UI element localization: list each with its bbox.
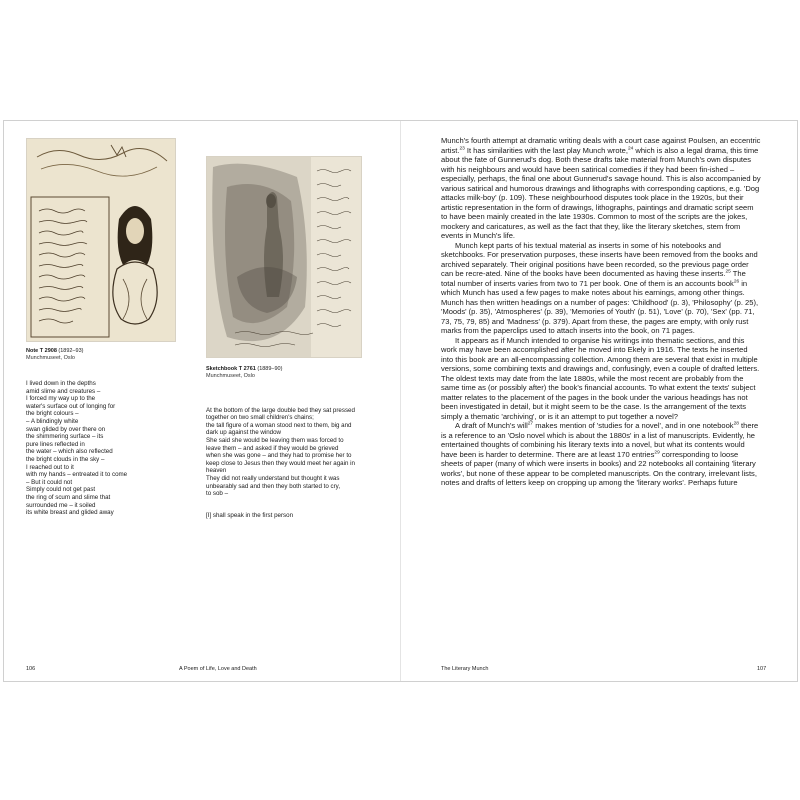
footnote-marker: 24 <box>627 145 634 151</box>
poem-line: the tall figure of a woman stood next to them, big and <box>206 421 352 429</box>
poem-line: its white breast and glided away <box>26 509 114 517</box>
poem-swan <box>26 380 191 517</box>
poem-first-person-line: [I] shall speak in the first person <box>206 512 294 520</box>
body-paragraph <box>441 336 761 422</box>
paragraph-text: It appears as if Munch intended to organise his writings into thematic sections, and this work may have been accomplished after he moved into Ekely in 1916. The texts he inserted into this book are an all-encompassing collection. Among them are several that exist in multiple versions, some combining texts and drawings and, confusingly, even a couple of drafted letters. The oldest texts may date from the late 1880s, while the most recent are probably from the same time as (or possibly after) the book's financial accounts. To what extent the texts' subject matter relates to the placement of the pages in the book under the various headings has not been investigated in detail, but it might seem to be the case. Is the arrangement of the texts simply a thematic 'archiving', or is it an attempt to put together a novel? <box>441 335 760 421</box>
poem-line: when she was gone – and they had to promise her to <box>206 452 352 460</box>
poem-line: I reached out to it <box>26 463 74 471</box>
poem-line: dark up against the window <box>206 429 281 437</box>
poem-line: – But it could not <box>26 478 73 486</box>
sketch-note-image <box>26 138 176 342</box>
paragraph-text: Munch's fourth attempt at dramatic writing deals with a court case against Poulsen, an eccentric artist. <box>441 136 761 155</box>
body-paragraph <box>441 241 761 336</box>
poem-line: keep close to Jesus then they would meet her again in <box>206 459 355 467</box>
paragraph-text: The total number of inserts varies from two to 71 per book. One of them is an accounts book <box>441 269 746 288</box>
book-spread <box>3 120 798 682</box>
poem-line: water's surface out of longing for <box>26 402 116 410</box>
poem-line: – A blindingly white <box>26 417 79 425</box>
right-page <box>401 121 797 681</box>
poem-line: leave them – and asked if they would be grieved <box>206 444 339 452</box>
poem-line: They did not really understand but thought it was <box>206 474 340 482</box>
poem-double-bed-lines <box>206 407 371 498</box>
footnote-marker: 29 <box>654 449 660 455</box>
essay-body <box>441 136 761 488</box>
paragraph-text: It has similarities with the last play Munch wrote, <box>464 145 628 155</box>
poem-line: the ring of scum and slime that <box>26 493 111 501</box>
caption-years: (1889–90) <box>257 366 283 372</box>
poem-line: She said she would be leaving them was forced to <box>206 436 344 444</box>
poem-line: swan glided by over there on <box>26 425 106 433</box>
paragraph-text: makes mention of 'studies for a novel', and in one notebook <box>533 421 734 430</box>
poem-line: amid slime and creatures – <box>26 387 101 395</box>
body-paragraph <box>441 421 761 488</box>
running-head-right: The Literary Munch <box>441 666 489 672</box>
body-paragraph <box>441 136 761 241</box>
page-number-left: 106 <box>26 666 36 672</box>
paragraph-text: corresponding to loose sheets of paper (many of which were inserts in books) and 22 notebooks all containing 'literary works', but none of these appear to be completed manuscripts. On the contrary, irrelevant lists, notes and drafts of letters keep on cropping up among the 'literary works'. Perhaps future <box>441 449 757 487</box>
footnote-marker: 27 <box>527 421 534 427</box>
caption-years: (1892–93) <box>58 348 84 354</box>
caption-title: Note T 2908 <box>26 348 57 354</box>
paragraph-text: Munch kept parts of his textual material as inserts in some of his notebooks and sketchbooks. For preservation purposes, these inserts have been removed from the books and archived separately. Their original positions have been recorded, so the previous page order can be recre-ated. Nine of the books have been documented as having these inserts. <box>441 240 758 278</box>
poem-line: the bright clouds in the sky – <box>26 455 105 463</box>
paragraph-text: there is a reference to an 'Oslo novel which is about the 1880s' in a list of manuscripts. Evidently, he entertained thoughts of combining his literary texts into a novel, but what its contents would have been is harder to determine. There are at least 170 entries <box>441 421 759 459</box>
poem-line: At the bottom of the large double bed they sat pressed <box>206 406 355 414</box>
figure-caption-sketchbook <box>206 366 282 380</box>
poem-line: together on two small children's chains; <box>206 414 314 422</box>
footnote-marker: 28 <box>733 421 739 427</box>
footnote-marker: 23 <box>459 145 465 151</box>
poem-line: I forced my way up to the <box>26 395 96 403</box>
footnote-marker: 25 <box>725 269 731 275</box>
poem-line: with my hands – entreated it to come <box>26 471 128 479</box>
poem-line: the water – which also reflected <box>26 448 113 456</box>
poem-line: the shimmering surface – its <box>26 433 104 441</box>
poem-line: the bright colours – <box>26 410 79 418</box>
poem-line: I lived down in the depths <box>26 380 96 387</box>
poem-line: pure lines reflected in <box>26 440 85 448</box>
caption-title: Sketchbook T 2761 <box>206 366 256 372</box>
footnote-marker: 26 <box>733 278 740 284</box>
paragraph-text: which is also a legal drama, this time about the fate of Gunnerud's dog. Both these drafts take material from Munch's own disputes with his neighbours and would have been satirical comedies if they had been fin-ished – especially, perhaps, the final one about Gunnerud's savage hound. This is also accompanied by various satirical and humorous drawings and lithographs with corresponding captions, e.g. 'Dog attacks milk-boy' (p. 109). These neighbourhood disputes took place in the 1920s, but their artistic representation in the form of drawings, lithographs, paintings and dramatic script seem to have been mainly created in the late 1930s. Common to most of the scripts are the jokes, mockery and caricatures, as well as the fact that they, like the literary sketches, stem from events in Munch's life. <box>441 145 761 240</box>
paragraph-text: A draft of Munch's will <box>455 421 528 430</box>
figure-caption-note <box>26 348 83 362</box>
running-head-left: A Poem of Life, Love and Death <box>179 666 257 672</box>
poem-line: Simply could not get past <box>26 486 96 494</box>
poem-line: to sob – <box>206 490 229 498</box>
page-number-right: 107 <box>757 666 767 672</box>
caption-location: Munchmuseet, Oslo <box>206 373 255 379</box>
poem-double-bed <box>206 399 371 528</box>
poem-line: heaven <box>206 467 227 475</box>
poem-line: unbearably sad and then they both started to cry, <box>206 482 341 490</box>
left-page <box>4 121 400 681</box>
poem-line: surrounded me – it soiled <box>26 501 96 509</box>
sketch-sketchbook-image <box>206 156 362 358</box>
paragraph-text: in which Munch has used a few pages to make notes about his earnings, among other things. Munch has then written headings on a number of pages: 'Childhood' (p. 3), 'Philosophy' (p. 25), 'Moods' (p. 35), 'Atmospheres' (p. 39), 'Memories of Youth' (p. 51), 'Love' (p. 70), 'Sex' (pp. 71, 73, 75, 79, 85) and 'Madness' (p. 379). Apart from these, the pages are empty, with only rust marks from the paperclips used to attach inserts into the book, on 71 pages. <box>441 278 759 335</box>
caption-location: Munchmuseet, Oslo <box>26 355 75 361</box>
